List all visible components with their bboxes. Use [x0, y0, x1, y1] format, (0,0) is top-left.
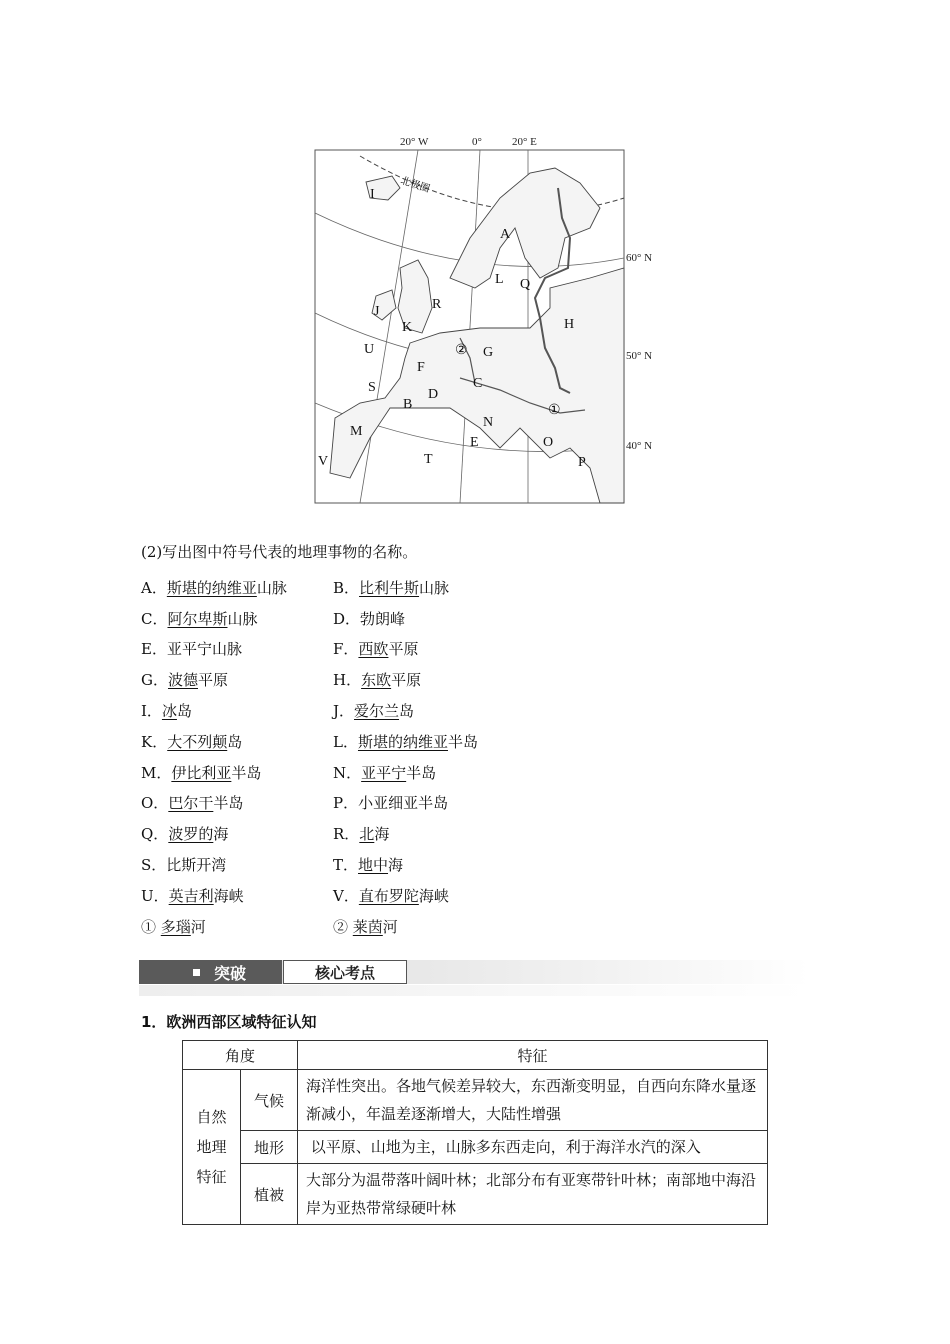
answer-rest: 半岛 — [447, 732, 478, 751]
banner-left-label: 突破 — [214, 963, 247, 983]
answer-rest: 海 — [374, 825, 390, 844]
lon-label-0: 0° — [472, 136, 482, 148]
answer-key: ① — [141, 917, 161, 936]
answer-item — [141, 854, 333, 875]
answer-item — [333, 577, 525, 598]
answer-underlined: 阿尔卑斯 — [167, 609, 228, 628]
answer-underlined: 冰 — [161, 702, 177, 721]
answer-underlined: 直布罗陀 — [358, 886, 419, 905]
answer-key: V． — [333, 886, 359, 905]
table-row — [183, 1131, 768, 1164]
map-label-f: F — [417, 360, 425, 375]
answer-key: U． — [141, 886, 169, 905]
answer-item — [333, 762, 525, 783]
map-label-q: Q — [520, 277, 531, 292]
answer-row — [141, 603, 561, 634]
feature-climate: 海洋性突出。各地气候差异较大，东西渐变明显，自西向东降水量逐渐减小，年温差逐渐增大，大陆性增强 — [298, 1070, 768, 1131]
feature-table — [182, 1040, 768, 1225]
answer-item — [333, 669, 525, 690]
answer-underlined: 波罗的 — [168, 825, 214, 844]
answer-rest: 海峡 — [213, 886, 244, 905]
answer-item — [141, 669, 333, 690]
answer-underlined: 东欧 — [361, 671, 392, 690]
answer-item — [333, 700, 525, 721]
section-banner — [139, 960, 809, 998]
banner-right-label: 核心考点 — [283, 960, 407, 984]
answer-underlined: 巴尔干 — [168, 794, 214, 813]
answer-row — [141, 880, 561, 911]
answer-underlined: 伊比利亚 — [171, 763, 232, 782]
answer-item — [141, 885, 333, 906]
banner-shadow — [139, 985, 809, 996]
answer-key: L． — [333, 732, 358, 751]
answer-key: E． — [141, 640, 167, 659]
answer-row — [141, 849, 561, 880]
banner-left — [139, 960, 282, 984]
answer-rest: 海 — [213, 825, 229, 844]
map-label-h: H — [564, 317, 575, 332]
answer-key: J． — [333, 702, 355, 721]
answer-key: K． — [141, 732, 168, 751]
map-label-m: M — [350, 424, 363, 439]
answer-key: N． — [333, 763, 362, 782]
map-label-u: U — [364, 342, 375, 357]
group-label-line: 自然 — [196, 1108, 227, 1126]
lon-label-20e: 20° E — [512, 136, 537, 148]
answer-rest: 比斯开湾 — [166, 856, 227, 875]
answer-key: D． — [333, 609, 361, 628]
answer-key: M． — [141, 763, 172, 782]
answer-key: R． — [333, 825, 360, 844]
answer-row — [141, 757, 561, 788]
header-angle: 角度 — [183, 1041, 298, 1070]
answer-key: Q． — [141, 825, 169, 844]
answer-item — [141, 792, 333, 813]
answer-rest: 半岛 — [406, 763, 437, 782]
answer-underlined: 西欧 — [358, 640, 389, 659]
europe-map — [300, 128, 670, 508]
answer-rest: 岛 — [227, 732, 243, 751]
answer-item — [141, 700, 333, 721]
answers-grid — [141, 572, 561, 942]
map-label-l: L — [495, 272, 504, 287]
answer-item — [333, 608, 525, 629]
answer-item — [333, 885, 525, 906]
map-label-j: J — [374, 304, 380, 319]
answer-row — [141, 572, 561, 603]
answer-item — [141, 823, 333, 844]
sub-label-climate: 气候 — [241, 1070, 298, 1131]
answer-key: F． — [333, 640, 359, 659]
answer-underlined: 爱尔兰 — [354, 702, 400, 721]
answer-key: A． — [141, 578, 167, 597]
answer-item — [141, 608, 333, 629]
map-label-s: S — [368, 380, 376, 395]
answer-item — [333, 823, 525, 844]
map-label-t: T — [424, 452, 433, 467]
lat-label-40n: 40° N — [626, 440, 653, 452]
answer-underlined: 多瑙 — [160, 917, 191, 936]
answer-item — [141, 731, 333, 752]
table-row — [183, 1164, 768, 1225]
answer-rest: 小亚细亚半岛 — [358, 794, 449, 813]
feature-terrain: 以平原、山地为主，山脉多东西走向，利于海洋水汽的深入 — [298, 1131, 768, 1164]
section-title: 1．欧洲西部区域特征认知 — [141, 1013, 317, 1031]
map-label-danube: ① — [548, 403, 561, 418]
group-label-line: 地理 — [196, 1138, 227, 1156]
answer-rest: 半岛 — [231, 763, 262, 782]
answer-item — [333, 638, 525, 659]
answer-underlined: 斯堪的纳维亚 — [166, 578, 257, 597]
sub-label-vegetation: 植被 — [241, 1164, 298, 1225]
answer-item — [141, 638, 333, 659]
answer-rest: 半岛 — [213, 794, 244, 813]
answer-underlined: 亚平宁 — [361, 763, 407, 782]
answer-rest: 勃朗峰 — [360, 609, 406, 628]
answer-key: P． — [333, 794, 359, 813]
answer-rest: 平原 — [388, 640, 419, 659]
group-label-cell — [183, 1070, 241, 1225]
lon-label-20w: 20° W — [400, 136, 429, 148]
square-bullet-icon — [193, 969, 200, 976]
answer-rest: 山脉 — [256, 578, 287, 597]
map-label-k: K — [402, 320, 413, 335]
answer-key: C． — [141, 609, 168, 628]
answer-item — [141, 916, 333, 937]
answer-rest: 亚平宁山脉 — [166, 640, 242, 659]
answer-underlined: 莱茵 — [352, 917, 383, 936]
answer-underlined: 大不列颠 — [167, 732, 228, 751]
table-header-row — [183, 1041, 768, 1070]
answer-item — [333, 792, 525, 813]
map-label-o: O — [543, 435, 554, 450]
answer-underlined: 北 — [359, 825, 375, 844]
answer-row — [141, 634, 561, 665]
answer-row — [141, 695, 561, 726]
map-label-d: D — [428, 387, 439, 402]
answer-rest: 海峡 — [418, 886, 449, 905]
map-label-rhine: ② — [455, 343, 468, 358]
map-label-e: E — [470, 435, 479, 450]
answer-row — [141, 664, 561, 695]
answer-item — [141, 577, 333, 598]
answer-underlined: 比利牛斯 — [359, 578, 420, 597]
answer-key: H． — [333, 671, 362, 690]
answer-underlined: 地中 — [358, 856, 389, 875]
answer-row — [141, 788, 561, 819]
answer-row — [141, 818, 561, 849]
answer-item — [333, 916, 525, 937]
map-label-b: B — [403, 397, 413, 412]
lat-label-50n: 50° N — [626, 350, 653, 362]
question-text: (2)写出图中符号代表的地理事物的名称。 — [141, 543, 418, 561]
lat-label-60n: 60° N — [626, 252, 653, 264]
answer-rest: 山脉 — [227, 609, 258, 628]
answer-item — [141, 762, 333, 783]
answer-underlined: 英吉利 — [168, 886, 214, 905]
answer-underlined: 斯堪的纳维亚 — [357, 732, 448, 751]
map-label-a: A — [500, 227, 511, 242]
answer-rest: 山脉 — [419, 578, 450, 597]
answer-key: ② — [333, 917, 353, 936]
answer-rest: 平原 — [391, 671, 422, 690]
map-label-i: I — [370, 187, 375, 202]
map-label-v: V — [318, 454, 329, 469]
answer-key: S． — [141, 856, 167, 875]
answer-key: I． — [141, 702, 162, 721]
answer-key: B． — [333, 578, 360, 597]
map-label-r: R — [432, 297, 442, 312]
answer-rest: 岛 — [399, 702, 415, 721]
sub-label-terrain: 地形 — [241, 1131, 298, 1164]
answer-row — [141, 726, 561, 757]
answer-rest: 河 — [190, 917, 206, 936]
map-label-g: G — [483, 345, 494, 360]
answer-key: G． — [141, 671, 168, 690]
feature-vegetation: 大部分为温带落叶阔叶林；北部分布有亚寒带针叶林；南部地中海沿岸为亚热带常绿硬叶林 — [298, 1164, 768, 1225]
answer-row — [141, 911, 561, 942]
arctic-circle-label: 北极圈 — [399, 175, 432, 196]
answer-rest: 岛 — [176, 702, 192, 721]
answer-item — [333, 731, 525, 752]
answer-rest: 河 — [382, 917, 398, 936]
header-feature: 特征 — [298, 1041, 768, 1070]
answer-key: T． — [333, 856, 359, 875]
answer-item — [333, 854, 525, 875]
map-label-p: P — [578, 455, 586, 470]
answer-underlined: 波德 — [167, 671, 198, 690]
map-label-n: N — [483, 415, 494, 430]
table-row — [183, 1070, 768, 1131]
answer-key: O． — [141, 794, 169, 813]
answer-rest: 海 — [388, 856, 404, 875]
map-label-c: C — [473, 376, 483, 391]
answer-rest: 平原 — [198, 671, 229, 690]
group-label-line: 特征 — [196, 1168, 227, 1186]
